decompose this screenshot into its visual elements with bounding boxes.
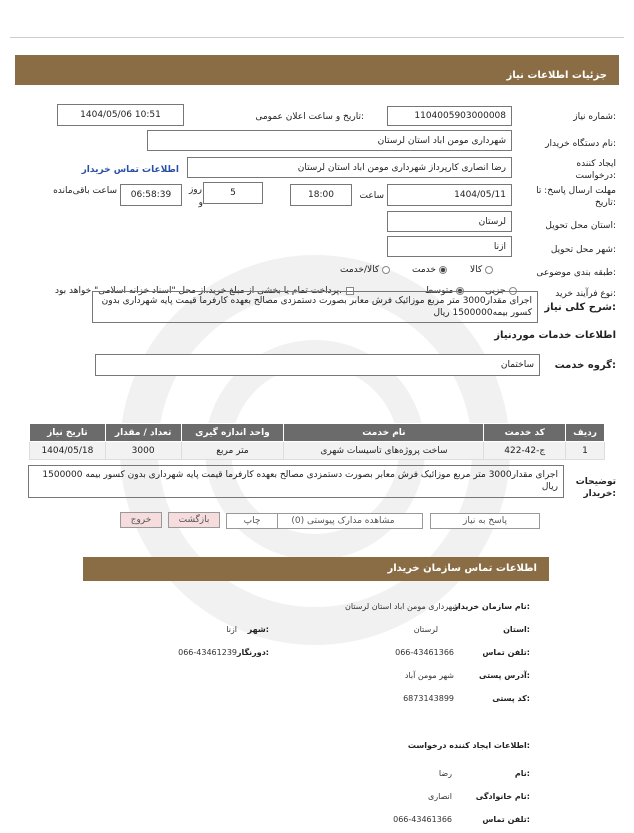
deadline-label: مهلت ارسال پاسخ: تا تاریخ:	[536, 186, 616, 208]
cell-quantity: 3000	[105, 442, 181, 460]
col-row: ردیف	[566, 424, 605, 442]
details-header	[15, 55, 619, 85]
col-need-date: تاریخ نیاز	[30, 424, 106, 442]
attachments-button[interactable]: مشاهده مدارک پیوستی (0)	[263, 513, 423, 529]
col-service-name: نام خدمت	[284, 424, 484, 442]
need-number-label: شماره نیاز:	[573, 112, 616, 122]
creator-name-label: نام:	[514, 769, 530, 778]
contact-phone-value: 066-43461366	[395, 648, 454, 657]
creator-family-value: انصاری	[428, 792, 452, 801]
contact-header-title: اطلاعات تماس سازمان خریدار	[387, 563, 537, 574]
services-info-title: اطلاعات خدمات موردنیاز	[494, 330, 616, 341]
details-header-title: جزئیات اطلاعات نیاز	[506, 70, 607, 81]
remaining-time-field: 06:58:39	[120, 184, 182, 206]
creator-family-label: نام خانوادگی:	[475, 792, 530, 801]
contact-org-value: شهرداری مومن اباد استان لرستان	[344, 602, 459, 611]
service-group-field: ساختمان	[95, 354, 540, 376]
cell-service-code: ج-42-422	[484, 442, 566, 460]
deadline-time-label: ساعت	[359, 191, 384, 201]
contact-header	[83, 557, 549, 581]
remaining-time-label: ساعت باقی‌مانده	[53, 186, 117, 196]
deadline-time-field: 18:00	[290, 184, 352, 206]
contact-city-value: ازنا	[226, 625, 237, 634]
city-field: ازنا	[387, 236, 512, 257]
print-button[interactable]: چاپ	[226, 513, 278, 529]
and-label: و	[198, 198, 203, 208]
process-medium-label: متوسط	[425, 286, 454, 296]
process-label: نوع فرآیند خرید:	[555, 289, 616, 299]
announce-label: تاریخ و ساعت اعلان عمومی:	[255, 112, 364, 122]
buyer-notes-field: اجرای مقدار3000 متر مربع موزائیک فرش معابر بصورت دستمزدی مصالح بعهده کارفرما قیمت پایه شهرداری بدون کسور بیمه 1500000 ریال	[28, 465, 564, 498]
buyer-org-label: نام دستگاه خریدار:	[545, 139, 616, 149]
need-number-field: 1104005903000008	[387, 106, 512, 126]
contact-buyer-link[interactable]: اطلاعات تماس خریدار	[81, 165, 179, 175]
creator-label: ایجاد کننده درخواست:	[575, 159, 616, 181]
services-table	[29, 423, 605, 460]
buyer-org-field: شهرداری مومن اباد استان لرستان	[147, 130, 512, 151]
category-both-radio[interactable]	[382, 266, 390, 274]
summary-label: شرح کلی نیاز:	[544, 302, 616, 313]
days-label: روز	[188, 185, 202, 195]
creator-info-title: اطلاعات ایجاد کننده درخواست:	[407, 741, 530, 750]
category-service-label: خدمت	[412, 265, 436, 275]
contact-province-value: لرستان	[413, 625, 438, 634]
contact-postal-value: 6873143899	[403, 694, 454, 703]
province-field: لرستان	[387, 211, 512, 232]
category-goods-label: کالا	[470, 265, 483, 275]
col-service-code: کد خدمت	[484, 424, 566, 442]
category-option-both[interactable]	[340, 265, 390, 275]
creator-name-value: رضا	[438, 769, 452, 778]
city-label: شهر محل تحویل:	[550, 245, 616, 255]
back-button[interactable]: بازگشت	[168, 512, 220, 528]
contact-fax-value: 066-43461239	[178, 648, 237, 657]
category-service-radio[interactable]	[439, 266, 447, 274]
col-quantity: تعداد / مقدار	[105, 424, 181, 442]
top-divider	[10, 37, 624, 38]
col-unit: واحد اندازه گیری	[181, 424, 284, 442]
category-option-service[interactable]	[412, 265, 447, 275]
contact-postal-label: کد پستی:	[492, 694, 530, 703]
creator-phone-value: 066-43461366	[393, 815, 452, 824]
services-table-header	[30, 424, 605, 442]
contact-province-label: استان:	[503, 625, 530, 634]
contact-fax-label: دورنگار:	[236, 648, 269, 657]
deadline-date-field: 1404/05/11	[387, 184, 512, 206]
creator-phone-label: تلفن تماس:	[482, 815, 530, 824]
summary-field: اجرای مقدار3000 متر مربع موزائیک فرش معابر بصورت دستمزدی مصالح بعهده کارفرما قیمت پایه شهرداری بدون کسور بیمه1500000 ریال	[92, 291, 538, 323]
announce-field: 1404/05/06 10:51	[57, 104, 184, 126]
creator-field: رضا انصاری کارپرداز شهرداری مومن اباد استان لرستان	[187, 157, 512, 178]
table-row	[30, 442, 605, 460]
cell-unit: متر مربع	[181, 442, 284, 460]
contact-address-label: آدرس پستی:	[479, 671, 530, 680]
category-goods-radio[interactable]	[485, 266, 493, 274]
cell-service-name: ساخت پروژه‌های تاسیسات شهری	[284, 442, 484, 460]
cell-row: 1	[566, 442, 605, 460]
exit-button[interactable]: خروج	[120, 512, 162, 528]
province-label: استان محل تحویل:	[545, 221, 616, 231]
contact-phone-label: تلفن تماس:	[482, 648, 530, 657]
remaining-days-field: 5	[203, 182, 263, 204]
buyer-notes-label: توضیحات خریدار:	[575, 477, 616, 499]
category-label: طبقه بندی موضوعی:	[536, 268, 616, 278]
contact-address-value: شهر مومن آباد	[404, 671, 454, 680]
service-group-label: گروه خدمت:	[554, 360, 616, 371]
contact-city-label: شهر:	[247, 625, 269, 634]
cell-need-date: 1404/05/18	[30, 442, 106, 460]
process-minor-label: جزیی	[485, 286, 506, 296]
category-both-label: کالا/خدمت	[340, 265, 380, 275]
payment-treasury-note: پرداخت تمام یا بخشی از مبلغ خرید،از محل "اسناد خزانه اسلامی" خواهد بود.	[55, 286, 343, 296]
category-option-goods[interactable]	[470, 265, 493, 275]
reply-button[interactable]: پاسخ به نیاز	[430, 513, 540, 529]
contact-org-label: نام سازمان خریدار:	[453, 602, 530, 611]
